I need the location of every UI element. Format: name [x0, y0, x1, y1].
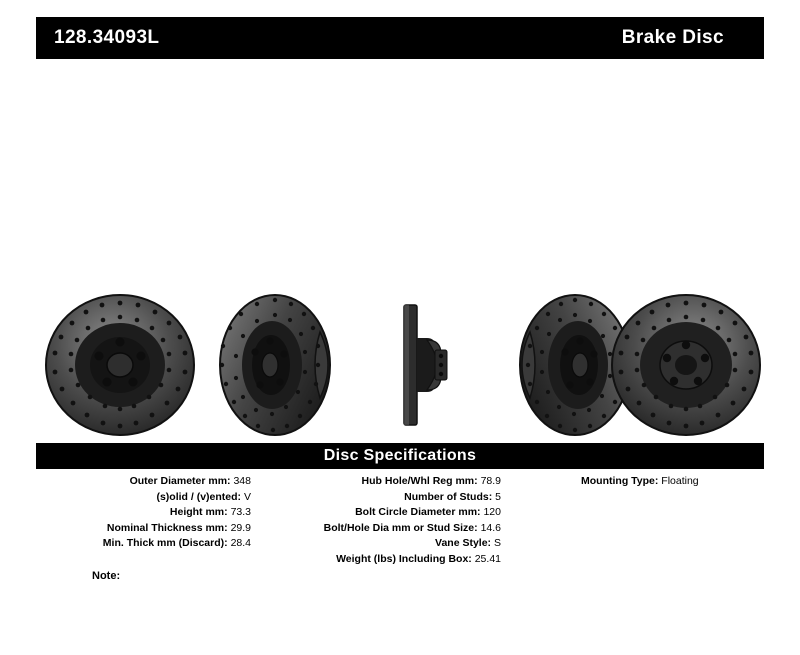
spec-row	[36, 474, 251, 490]
note-field	[92, 570, 120, 582]
spec-row	[36, 521, 251, 537]
spec-label: Outer Diameter mm:	[129, 475, 231, 487]
spec-column-right	[536, 474, 764, 490]
spec-value: 78.9	[480, 475, 501, 487]
spec-label: Min. Thick mm (Discard):	[102, 537, 228, 550]
spec-row	[36, 536, 251, 552]
spec-row	[261, 474, 501, 490]
spec-value: 29.9	[230, 521, 251, 534]
spec-label: Weight (lbs) Including Box:	[336, 552, 472, 565]
spec-row	[261, 521, 501, 537]
spec-row	[581, 474, 764, 490]
spec-value: 5	[495, 490, 501, 503]
spec-label: Nominal Thickness mm:	[106, 521, 228, 534]
header-bar	[36, 17, 764, 59]
spec-row	[36, 490, 251, 506]
spec-label: Bolt/Hole Dia mm or Stud Size:	[323, 521, 478, 534]
spec-label: Vane Style:	[435, 537, 492, 550]
spec-value: 14.6	[480, 521, 501, 534]
product-image-strip	[36, 290, 764, 440]
spec-row	[261, 552, 501, 568]
spec-value: S	[493, 537, 501, 550]
spec-row	[261, 490, 501, 506]
rotor-edge-profile-view	[394, 290, 460, 440]
rotor-angled-hat-view	[212, 290, 352, 440]
spec-value: 25.41	[474, 552, 501, 565]
spec-section-header	[36, 443, 764, 469]
spec-value: 28.4	[230, 537, 251, 550]
specifications	[36, 474, 764, 584]
spec-label: Bolt Circle Diameter mm:	[355, 506, 481, 519]
spec-value: 120	[483, 506, 501, 519]
spec-row	[261, 536, 501, 552]
spec-column-middle	[261, 474, 501, 568]
note-label: Note:	[92, 570, 121, 582]
spec-label: Hub Hole/Whl Reg mm:	[361, 475, 478, 487]
spec-value: 348	[233, 475, 251, 487]
spec-label: Height mm:	[169, 506, 228, 519]
spec-row	[261, 505, 501, 521]
part-number: 128.34093L	[54, 27, 160, 48]
spec-value: V	[243, 490, 251, 503]
spec-label: Mounting Type:	[581, 475, 659, 487]
rotor-front-face-view	[42, 290, 198, 440]
spec-value: Floating	[661, 475, 699, 487]
page-title: Brake Disc	[621, 27, 724, 48]
rotor-rear-face-view	[608, 290, 764, 440]
spec-label: Number of Studs:	[404, 490, 493, 503]
spec-section-title: Disc Specifications	[323, 447, 477, 464]
spec-value: 73.3	[230, 506, 251, 519]
spec-label: (s)olid / (v)ented:	[156, 490, 242, 503]
spec-row	[36, 505, 251, 521]
spec-column-left	[36, 474, 251, 552]
